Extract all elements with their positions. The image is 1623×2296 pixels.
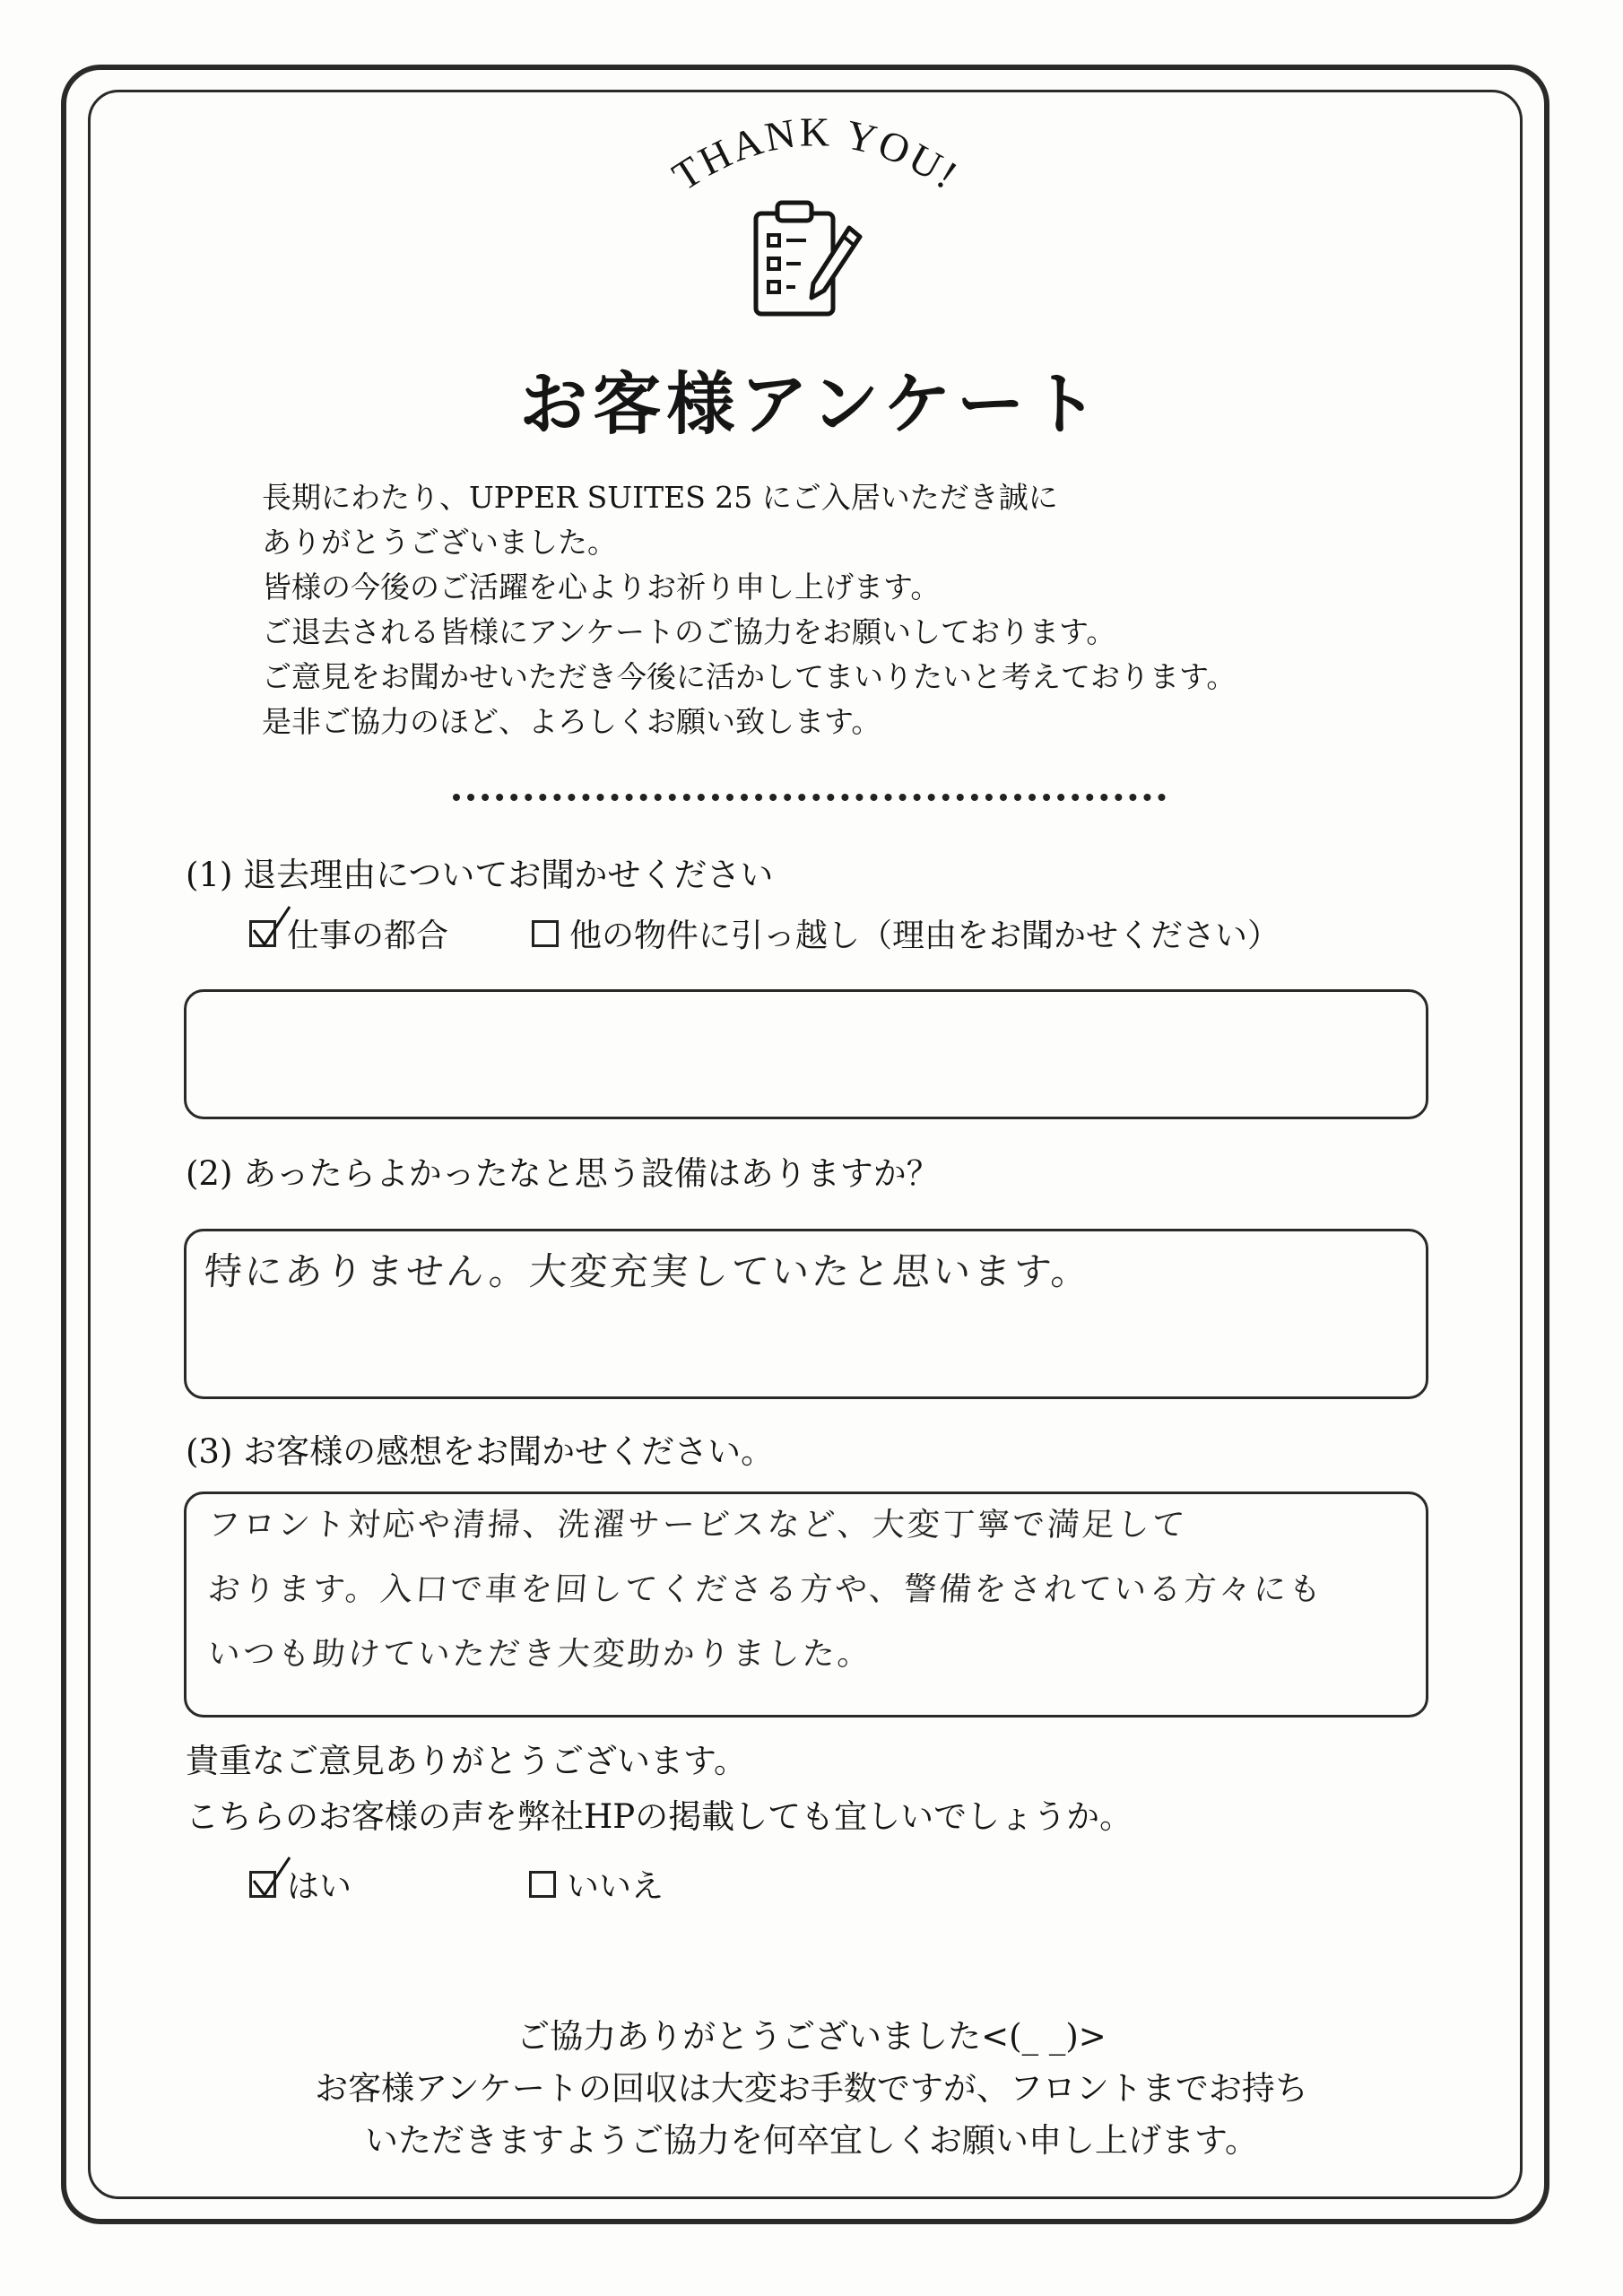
q1-title: (1) 退去理由についてお聞かせください (186, 856, 774, 894)
intro-line: ありがとうございました。 (262, 525, 617, 560)
intro-line: ご退去される皆様にアンケートのご協力をお願いしております。 (262, 614, 1116, 649)
consent-no-option[interactable] (529, 1861, 664, 1907)
q3-answer-line: フロント対応や清掃、洗濯サービスなど、大変丁寧で満足して (206, 1507, 1189, 1544)
svg-text:THANK YOU! (664, 109, 968, 199)
q1-answer-box[interactable] (184, 989, 1428, 1119)
checkbox-unchecked[interactable] (532, 920, 559, 947)
checkbox-checked[interactable] (249, 1871, 276, 1898)
consent-yes-label: はい (287, 1868, 352, 1905)
q1-option-work[interactable] (249, 910, 448, 956)
q1-option-other[interactable] (532, 910, 1280, 956)
consent-no-label: いいえ (567, 1868, 664, 1905)
clipboard-icon (749, 197, 865, 323)
q2-answer-handwriting: 特にありません。大変充実していたと思います。 (203, 1249, 1093, 1293)
checkbox-unchecked[interactable] (529, 1871, 556, 1898)
q3-answer-line: いつも助けていただき大変助かりました。 (206, 1636, 874, 1673)
thank-you-text: THANK YOU! (664, 109, 968, 200)
intro-line: ご意見をお聞かせいただき今後に活かしてまいりたいと考えております。 (262, 659, 1237, 694)
checkmark-icon (248, 903, 295, 953)
intro-text (262, 475, 1428, 744)
page-title: お客様アンケート (519, 364, 1104, 444)
q3-title: (3) お客様の感想をお聞かせください。 (186, 1432, 775, 1471)
consent-question: こちらのお客様の声を弊社HPの掲載しても宜しいでしょうか。 (186, 1797, 1133, 1836)
q2-title: (2) あったらよかったなと思う設備はありますか？ (186, 1154, 940, 1193)
dotted-divider (453, 794, 1166, 801)
q3-answer-line: おります。入口で車を回してくださる方や、警備をされている方々にも (206, 1571, 1325, 1608)
intro-line: 是非ご協力のほど、よろしくお願い致します。 (262, 704, 881, 739)
consent-thanks: 貴重なご意見ありがとうございます。 (186, 1742, 748, 1780)
intro-line: 皆様の今後のご活躍を心よりお祈り申し上げます。 (262, 570, 941, 604)
footer-thanks: ご協力ありがとうございました<(_ _)> (516, 2017, 1107, 2056)
footer-line: お客様アンケートの回収は大変お手数ですが、フロントまでお持ち (315, 2069, 1308, 2108)
intro-line: 長期にわたり、UPPER SUITES 25 にご入居いただき誠に (262, 480, 1058, 515)
footer-line: いただきますようご協力を何卒宜しくお願い申し上げます。 (364, 2121, 1259, 2160)
consent-yes-option[interactable] (249, 1861, 352, 1907)
q1-option-work-label: 仕事の都合 (287, 918, 449, 954)
q1-option-other-label: 他の物件に引っ越し（理由をお聞かせください） (569, 918, 1280, 954)
checkbox-checked[interactable] (249, 920, 276, 947)
checkmark-icon (248, 1854, 295, 1904)
